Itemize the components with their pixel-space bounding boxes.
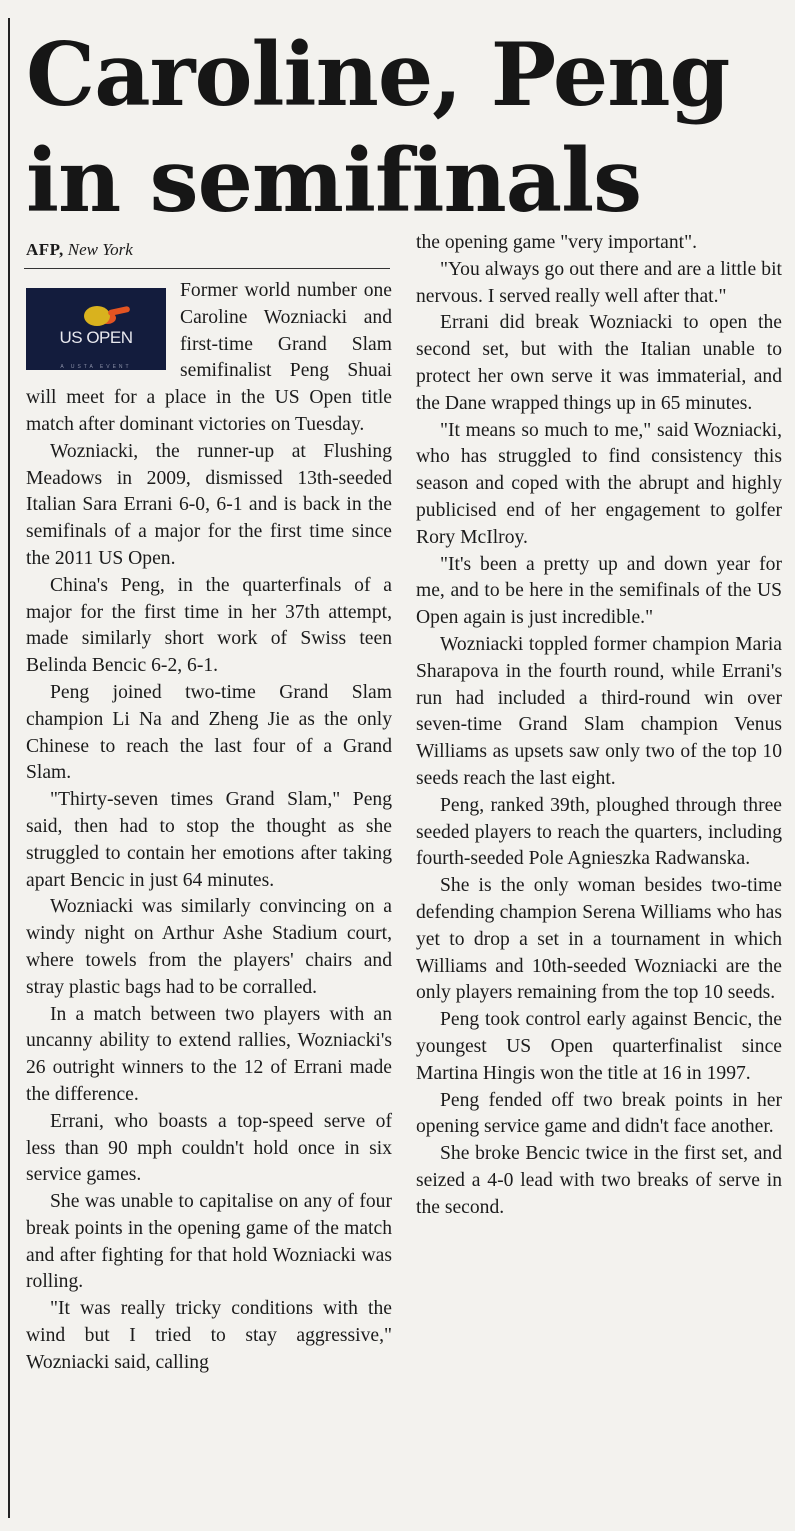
- flame-icon: [108, 306, 131, 316]
- byline-agency: AFP,: [26, 240, 64, 259]
- paragraph: In a match between two players with an uncanny ability to extend rallies, Wozniacki's 26 outright winners to the 12 of Errani made the difference.: [26, 1003, 392, 1105]
- byline-divider: [24, 268, 390, 269]
- paragraph: Former world number one Caroline Wozniacki and first-time Grand Slam semifinalist Peng Shuai will meet for a place in the US Open title match after dominant victories on Tuesday.: [26, 280, 392, 435]
- paragraph: Peng took control early against Bencic, the youngest US Open quarterfinalist since Martina Hingis won the title at 16 in 1997.: [416, 1009, 782, 1084]
- paragraph: Errani, who boasts a top-speed serve of less than 90 mph couldn't hold once in six service games.: [26, 1110, 392, 1186]
- byline-location: New York: [67, 240, 133, 259]
- paragraph: She was unable to capitalise on any of four break points in the opening game of the match and after fighting for that hold Wozniacki was rolling.: [26, 1191, 392, 1293]
- paragraph: the opening game "very important".: [416, 232, 697, 253]
- paragraph: "You always go out there and are a little bit nervous. I served really well after that.": [416, 258, 782, 307]
- us-open-logo: [26, 288, 166, 370]
- left-column-rule: [8, 18, 10, 1518]
- paragraph: Peng, ranked 39th, ploughed through three seeded players to reach the quarters, including fourth-seeded Pole Agnieszka Radwanska.: [416, 794, 782, 870]
- byline: [26, 238, 392, 262]
- paragraph: "Thirty-seven times Grand Slam," Peng said, then had to stop the thought as she struggled to contain her emotions after taking apart Bencic in just 64 minutes.: [26, 789, 392, 891]
- paragraph: "It was really tricky conditions with the wind but I tried to stay aggressive," Wozniacki said, calling: [26, 1298, 392, 1373]
- paragraph: Errani did break Wozniacki to open the second set, but with the Italian unable to protect her own serve it was immaterial, and the Dane wrapped things up in 65 minutes.: [416, 312, 782, 414]
- headline: Caroline, Peng in semifinals: [26, 23, 730, 232]
- logo-text: US OPEN: [59, 328, 133, 347]
- paragraph: "It's been a pretty up and down year for me, and to be here in the semifinals of the US Open again is just incredible.": [416, 553, 782, 629]
- paragraph: She broke Bencic twice in the first set, and seized a 4-0 lead with two breaks of serve in the second.: [416, 1143, 782, 1218]
- article-column-2: [416, 230, 782, 1221]
- logo-subtext: A USTA EVENT: [60, 364, 132, 370]
- paragraph: Wozniacki toppled former champion Maria Sharapova in the fourth round, while Errani's run had included a third-round win over seven-time Grand Slam champion Venus Williams as upsets saw only two of the top 10 seeds reach the last eight.: [416, 633, 782, 789]
- paragraph: Wozniacki was similarly convincing on a windy night on Arthur Ashe Stadium court, where towels from the players' chairs and stray plastic bags had to be corralled.: [26, 896, 392, 998]
- tennis-ball-icon: [84, 306, 110, 326]
- paragraph: Peng fended off two break points in her opening service game and didn't face another.: [416, 1089, 782, 1138]
- article-column-1: [26, 278, 392, 1377]
- paragraph: Wozniacki, the runner-up at Flushing Meadows in 2009, dismissed 13th-seeded Italian Sara Errani 6-0, 6-1 and is back in the semifinals of a major for the first time since the 2011 US Open.: [26, 440, 392, 569]
- paragraph: "It means so much to me," said Wozniacki, who has struggled to find consistency this season and coped with the abrupt and highly publicised end of her engagement to golfer Rory McIlroy.: [416, 419, 782, 548]
- paragraph: China's Peng, in the quarterfinals of a major for the first time in her 37th attempt, made similarly short work of Swiss teen Belinda Bencic 6-2, 6-1.: [26, 574, 392, 677]
- paragraph: She is the only woman besides two-time defending champion Serena Williams who has yet to drop a set in a tournament in which Williams and 10th-seeded Wozniacki are the only players remaining from the top 10 seeds.: [416, 875, 782, 1004]
- paragraph: Peng joined two-time Grand Slam champion Li Na and Zheng Jie as the only Chinese to reach the last four of a Grand Slam.: [26, 681, 392, 784]
